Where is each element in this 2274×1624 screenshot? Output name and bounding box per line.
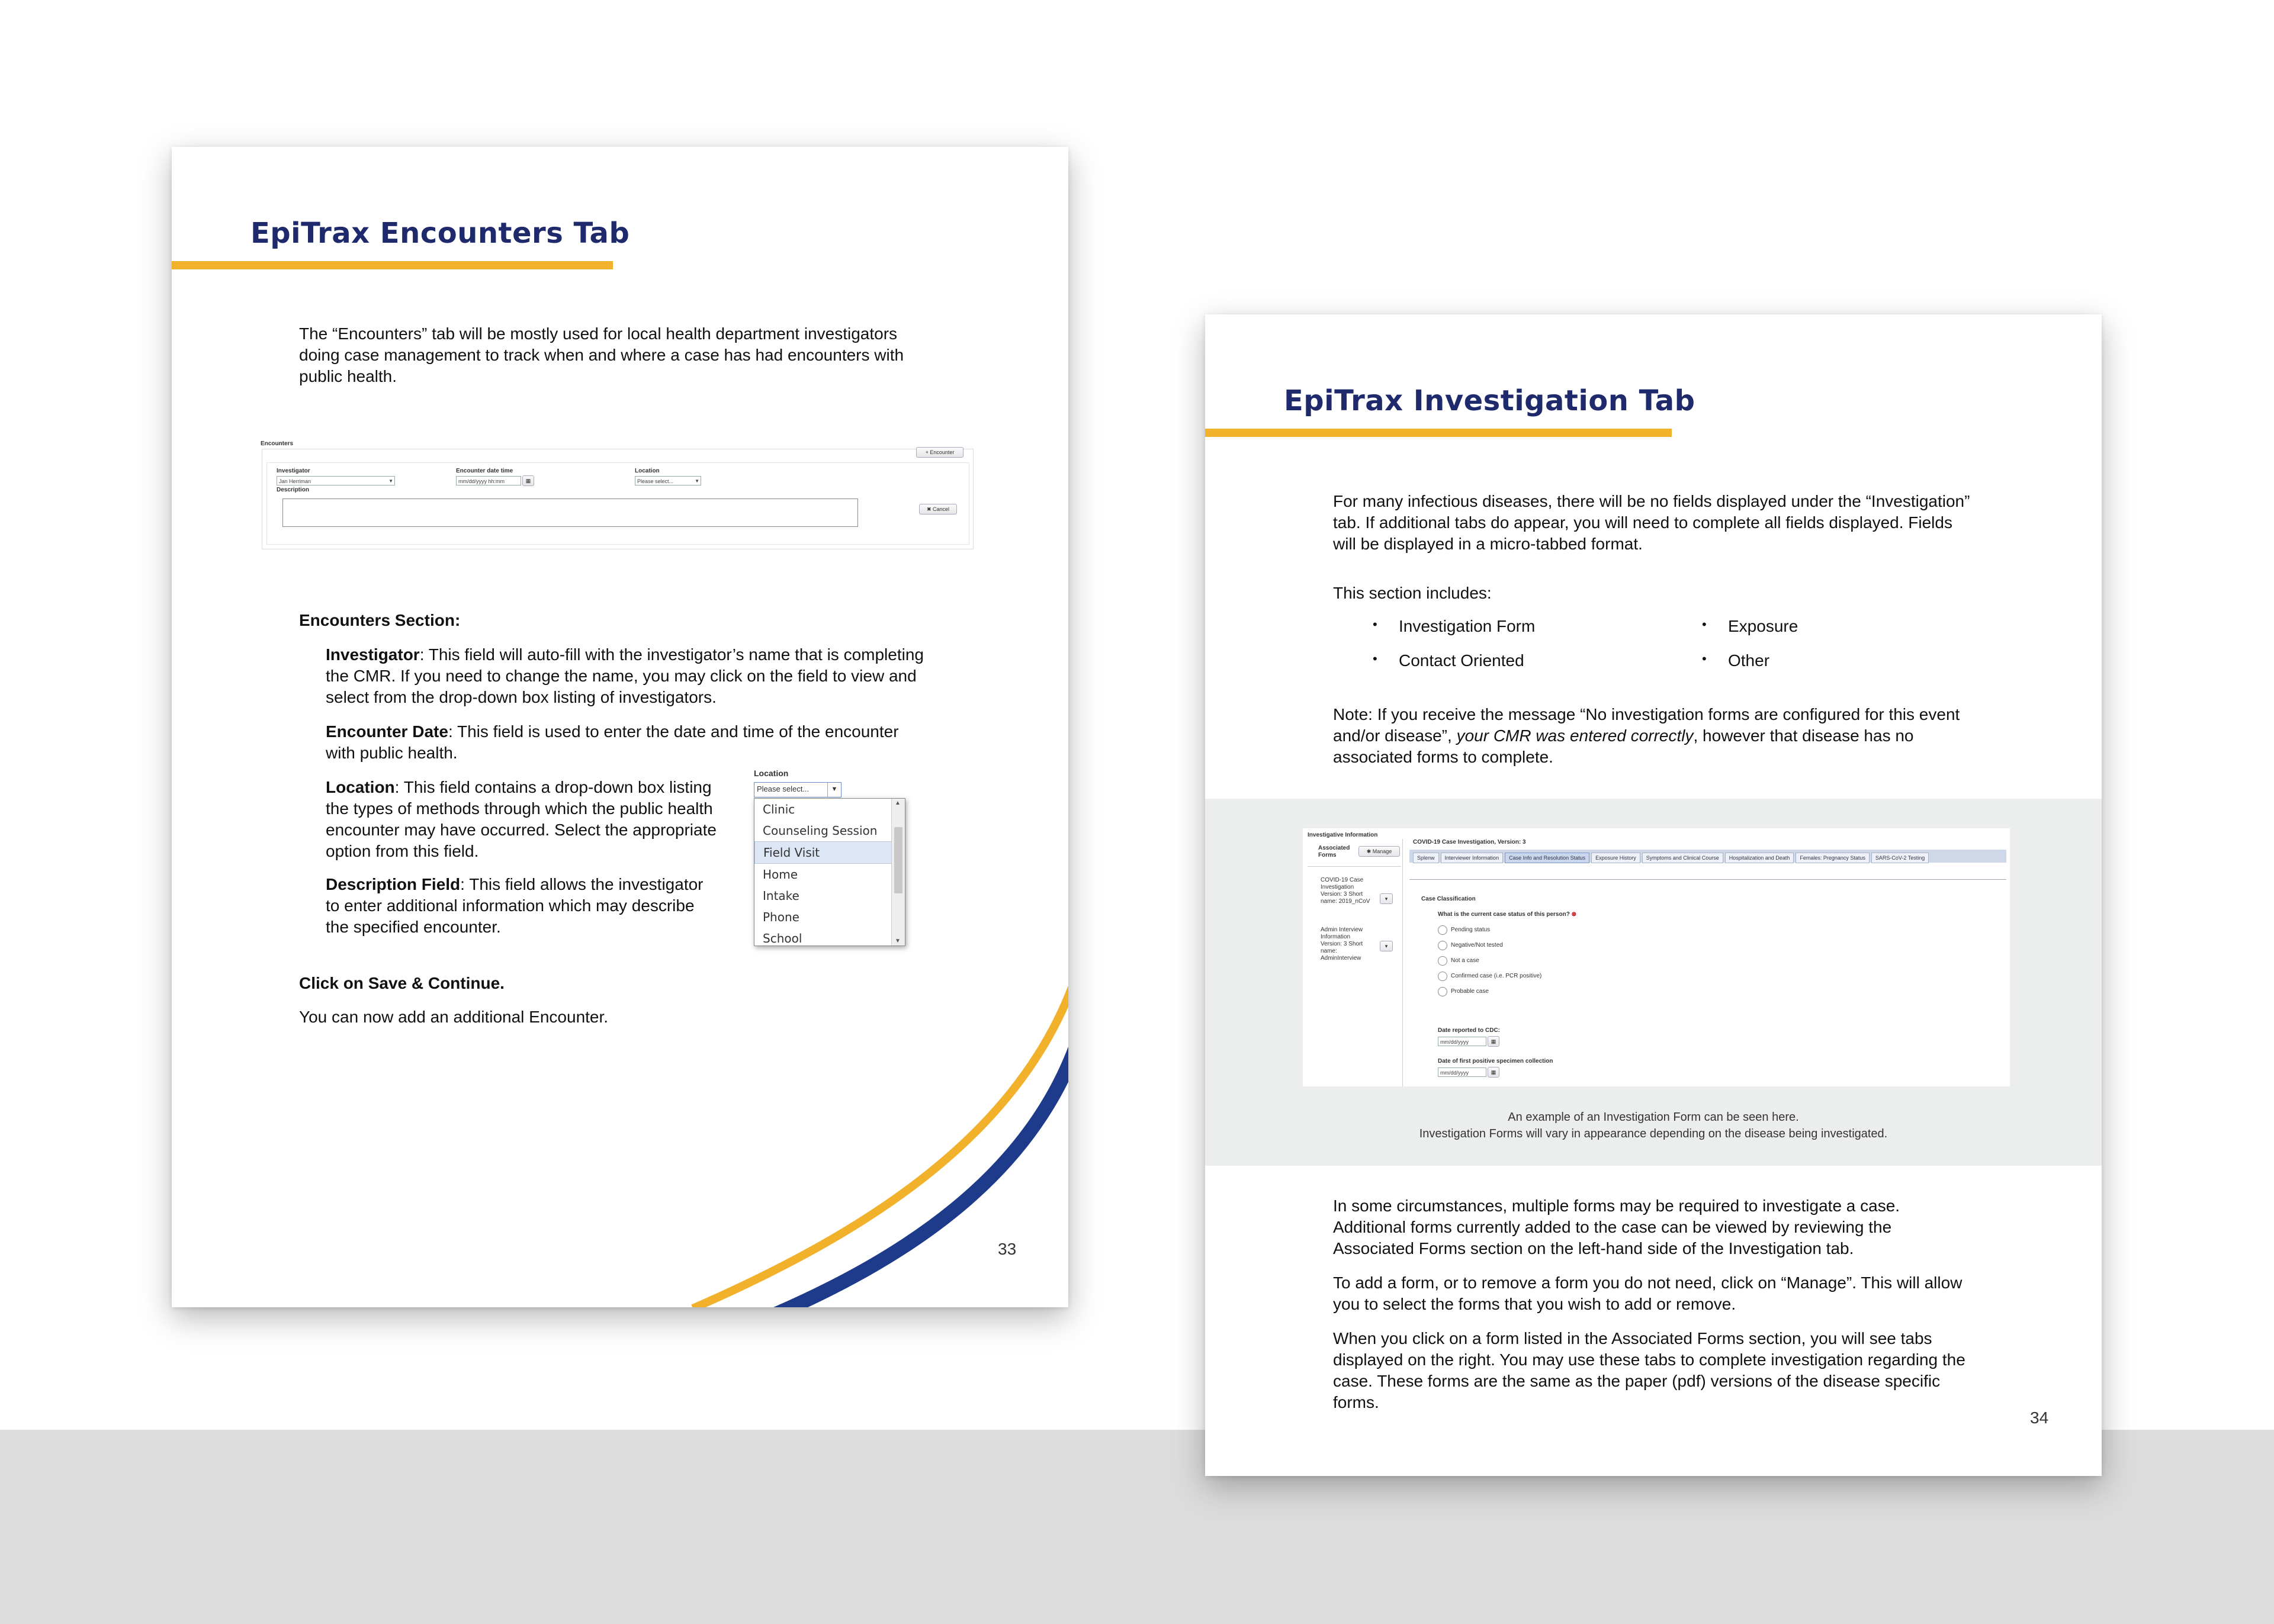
tab-hospitalization[interactable]: Hospitalization and Death [1725,853,1794,863]
caption-line-1: An example of an Investigation Form can be seen here. [1508,1111,1799,1124]
radio-label: Confirmed case (i.e. PCR positive) [1451,973,1542,979]
dropdown-scrollbar[interactable]: ▲ ▼ [891,799,905,946]
associated-forms-label: Associated Forms [1318,845,1350,858]
includes-heading: This section includes: [1333,584,1492,602]
chevron-down-icon: ▼ [388,478,393,484]
chevron-down-icon[interactable]: ▾ [1380,941,1393,951]
form-item-covid[interactable]: COVID-19 Case Investigation Version: 3 Short name: 2019_nCoV [1321,877,1370,905]
paragraph-manage: To add a form, or to remove a form you do not need, click on “Manage”. This will allow you to select the forms that you wish to add or remove. [1333,1274,1963,1313]
description-field-description: Description Field: This field allows the investigator to enter additional information which may describe the specified encounter. [326,875,704,936]
note-text: Note: If you receive the message “No investigation forms are configured for this event and/or disease”, your CMR was entered correctly, however that disease has no associated forms to complete. [1333,705,1960,766]
date-cdc-input[interactable]: mm/dd/yyyy [1438,1037,1486,1046]
tab-splenw[interactable]: Splenw [1413,853,1439,863]
dropdown-option[interactable]: Counseling Session [763,824,878,838]
tab-symptoms[interactable]: Symptoms and Clinical Course [1642,853,1723,863]
case-status-question: What is the current case status of this person? ⊗ [1438,911,1576,918]
tab-testing[interactable]: SARS-CoV-2 Testing [1871,853,1929,863]
chevron-down-icon[interactable]: ▾ [1380,893,1393,904]
intro-text: The “Encounters” tab will be mostly used for local health department investigators doing case management to track when and where a case has had encounters with public health. [299,324,904,385]
chevron-down-icon: ▼ [695,478,699,484]
radio-label: Pending status [1451,927,1491,933]
investigator-select[interactable]: Jan Herriman ▼ [277,476,395,485]
description-label: Description [277,487,310,493]
cancel-button[interactable]: ✖ Cancel [919,504,957,514]
location-description: Location: This field contains a drop-down box listing the types of methods through which the public health encounter may have occurred. Select the appropriate option from this field. [326,778,717,860]
encounter-date-description: Encounter Date: This field is used to enter the date and time of the encounter with public health. [326,722,899,762]
dropdown-label: Location [754,768,789,778]
encounter-date-input[interactable]: mm/dd/yyyy hh:mm [456,476,521,485]
radio-button[interactable] [1438,956,1447,966]
dropdown-option[interactable]: School [763,931,802,946]
encounters-section-heading: Encounters Section: [299,611,461,629]
tab-exposure[interactable]: Exposure History [1591,853,1640,863]
dropdown-option[interactable]: Intake [763,889,799,903]
dropdown-option[interactable]: Field Visit [754,841,905,864]
page-number: 33 [998,1240,1017,1258]
left-panel-title: Investigative Information [1308,832,1378,838]
required-icon: ⊗ [1571,911,1576,918]
include-item: • Contact Oriented [1399,651,1524,670]
form-tabs [1413,852,2005,865]
decorative-swoosh [172,147,1068,1307]
radio-button[interactable] [1438,987,1447,996]
dropdown-option[interactable]: Phone [763,910,799,924]
manage-button[interactable]: ✱ Manage [1358,846,1400,857]
date-cdc-label: Date reported to CDC: [1438,1027,1501,1034]
location-select[interactable]: Please select... ▼ [635,476,701,485]
chevron-down-icon: ▼ [827,783,841,797]
radio-button[interactable] [1438,925,1447,935]
radio-label: Not a case [1451,957,1479,964]
page-title: EpiTrax Investigation Tab [1284,384,1695,417]
tab-pregnancy[interactable]: Females: Pregnancy Status [1796,853,1870,863]
page-title: EpiTrax Encounters Tab [250,217,630,250]
radio-button[interactable] [1438,941,1447,950]
dropdown-option[interactable]: Home [763,867,798,882]
encounters-section-label: Encounters [261,440,294,447]
dropdown-option[interactable]: Clinic [763,802,795,816]
paragraph-multiple-forms: In some circumstances, multiple forms may be required to investigate a case. Additional forms currently added to the case can be viewed by reviewing the Associated Forms section on the left-hand side of the Investigation tab. [1333,1197,1900,1258]
add-encounter-button[interactable]: + Encounter [916,447,963,458]
investigation-screenshot [1303,828,2010,1086]
page-33 [172,147,1068,1307]
page-number: 34 [2030,1408,2049,1427]
paragraph-tabs: When you click on a form listed in the Associated Forms section, you will see tabs displayed on the right. You may use these tabs to complete investigation regarding the case. These forms are the same as the paper (pdf) versions of the disease specific forms. [1333,1329,1965,1411]
dropdown-select[interactable]: Please select... ▼ [754,782,841,797]
investigator-label: Investigator [277,468,310,474]
page-34 [1205,314,2102,1476]
include-item: • Exposure [1728,617,1798,636]
radio-label: Probable case [1451,988,1489,995]
title-underline [1205,429,1672,437]
tab-interviewer[interactable]: Interviewer Information [1441,853,1504,863]
tab-case-info[interactable]: Case Info and Resolution Status [1505,853,1589,863]
add-more-text: You can now add an additional Encounter. [299,1008,609,1026]
date-specimen-input[interactable]: mm/dd/yyyy [1438,1067,1486,1077]
radio-button[interactable] [1438,972,1447,981]
location-label: Location [635,468,660,474]
case-classification-heading: Case Classification [1421,896,1476,902]
caption-line-2: Investigation Forms will vary in appearance depending on the disease being investigated. [1419,1127,1888,1140]
include-item: • Other [1728,651,1769,670]
investigator-description: Investigator: This field will auto-fill with the investigator’s name that is completing the CMR. If you need to change the name, you may click on the field to view and select from the drop-down box listing of investigators. [326,645,924,706]
save-instruction: Click on Save & Continue. [299,974,505,992]
radio-label: Negative/Not tested [1451,942,1503,948]
calendar-icon[interactable]: ▦ [1488,1067,1499,1078]
form-title: COVID-19 Case Investigation, Version: 3 [1413,839,1526,845]
calendar-icon[interactable]: ▦ [1488,1036,1499,1047]
date-specimen-label: Date of first positive specimen collection [1438,1058,1553,1065]
include-item: • Investigation Form [1399,617,1535,636]
calendar-icon[interactable]: ▦ [522,475,534,486]
encounter-date-label: Encounter date time [456,468,513,474]
intro-text: For many infectious diseases, there will be no fields displayed under the “Investigation” tab. If additional tabs do appear, you will need to complete all fields displayed. Fields will be displayed in a micro-tabbed format. [1333,492,1970,553]
form-item-admin[interactable]: Admin Interview Information Version: 3 Short name: AdminInterview [1321,927,1363,961]
